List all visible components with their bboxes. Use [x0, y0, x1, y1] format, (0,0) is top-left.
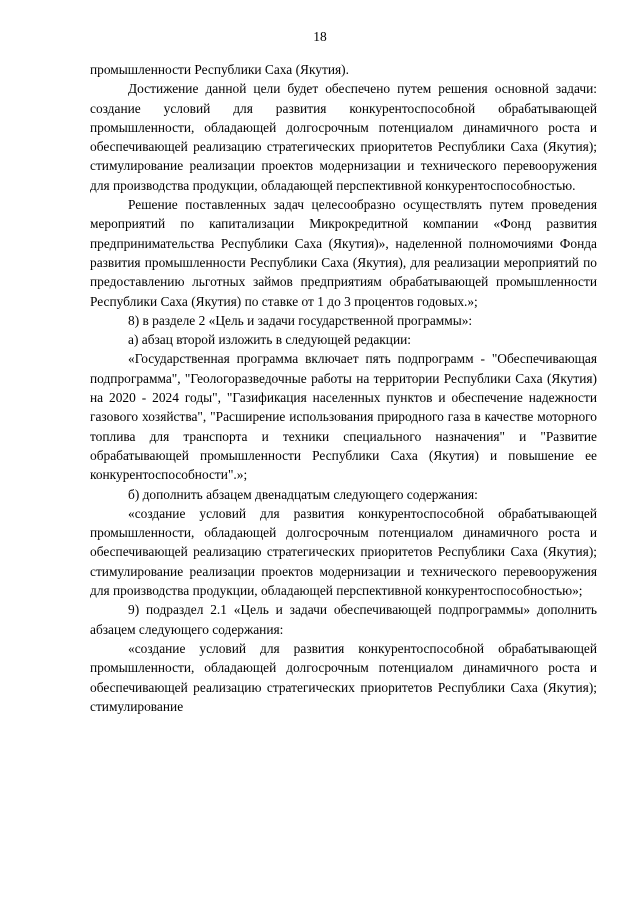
paragraph-goal-achievement: Достижение данной цели будет обеспечено путем решения основной задачи: создание условий для развития конкурентоспособной обрабатывающей промышленности, обладающей долгосрочным потенциалом динамичного роста и обеспечивающей реализацию стратегических приоритетов Республики Саха (Якутия); стимулирование реализации проектов модернизации и технического перевооружения для производства продукции, обладающей перспективной конкурентоспособностью.: [90, 81, 597, 193]
paragraph-item-9: 9) подраздел 2.1 «Цель и задачи обеспечивающей подпрограммы» дополнить абзацем следующего содержания:: [90, 602, 597, 637]
page-number: 18: [313, 29, 327, 44]
paragraph-item-8: 8) в разделе 2 «Цель и задачи государственной программы»:: [128, 312, 473, 328]
document-body: [90, 60, 597, 716]
paragraph-item-8b: б) дополнить абзацем двенадцатым следующего содержания:: [128, 486, 478, 502]
paragraph-creation-conditions-1: «создание условий для развития конкурентоспособной обрабатывающей промышленности, обладающей долгосрочным потенциалом динамичного роста и обеспечивающей реализацию стратегических приоритетов Республики Саха (Якутия); стимулирование реализации проектов модернизации и технического перевооружения для производства продукции, обладающей перспективной конкурентоспособностью»;: [90, 505, 597, 599]
paragraph-creation-conditions-2: «создание условий для развития конкурентоспособной обрабатывающей промышленности, обладающей долгосрочным потенциалом динамичного роста и обеспечивающей реализацию стратегических приоритетов Республики Саха (Якутия); стимулирование: [90, 640, 597, 714]
paragraph-program-subprograms: «Государственная программа включает пять подпрограмм - "Обеспечивающая подпрограмма", "Геологоразведочные работы на территории Республики Саха (Якутия) на 2020 - 2024 годы", "Газификация населенных пунктов и обеспечение надежности газового хозяйства", "Расширение использования природного газа в качестве моторного топлива для транспорта и техники специального назначения" и "Развитие обрабатывающей промышленности Республики Саха (Якутия) и повышение ее конкурентоспособности".»;: [90, 351, 597, 483]
paragraph-continuation: промышленности Республики Саха (Якутия).: [90, 62, 349, 77]
paragraph-tasks-solution: Решение поставленных задач целесообразно осуществлять путем проведения мероприятий по капитализации Микрокредитной компании «Фонд развития предпринимательства Республики Саха (Якутия)», наделенной полномочиями Фонда развития промышленности Республики Саха (Якутия), для реализации мероприятий по предоставлению льготных займов предприятиям обрабатывающей промышленности Республики Саха (Якутия) по ставке от 1 до 3 процентов годовых.»;: [90, 197, 597, 309]
paragraph-item-8a: а) абзац второй изложить в следующей редакции:: [128, 332, 412, 348]
